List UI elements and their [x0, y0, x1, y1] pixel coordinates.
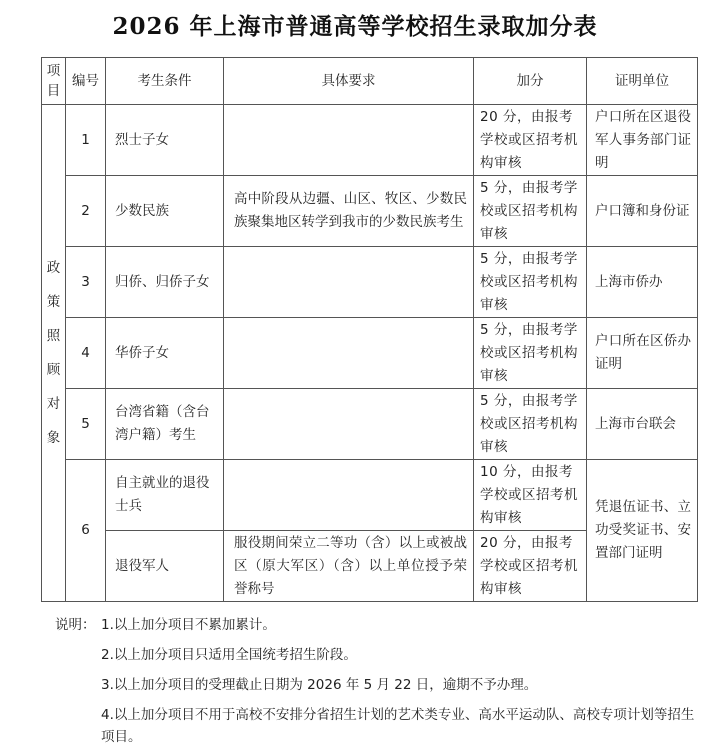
note-number: 4.: [101, 707, 114, 723]
category-char: 策: [46, 294, 61, 310]
row-bonus: 5 分，由报考学校或区招考机构审核: [474, 389, 587, 460]
row-condition: 自主就业的退役士兵: [106, 460, 224, 531]
row-requirement: [224, 389, 474, 460]
table-row: [42, 176, 698, 247]
category-char: 政: [46, 260, 61, 276]
note-text: 以上加分项目的受理截止日期为 2026 年 5 月 22 日，逾期不予办理。: [113, 677, 538, 693]
row-bonus: 20 分，由报考学校或区招考机构审核: [474, 531, 587, 602]
row-certifier: 户口所在区侨办证明: [587, 318, 698, 389]
note-number: 3.: [101, 677, 114, 693]
header-condition: 考生条件: [106, 58, 224, 105]
notes-section: [55, 614, 695, 756]
note-item: [55, 704, 695, 748]
header-project: 项目: [42, 58, 66, 105]
row-requirement: [224, 318, 474, 389]
row-certifier: 凭退伍证书、立功受奖证书、安置部门证明: [587, 460, 698, 602]
note-number: 2.: [101, 647, 114, 663]
table-row: [42, 460, 698, 531]
note-text: 以上加分项目不用于高校不安排分省招生计划的艺术类专业、高水平运动队、高校专项计划等招生项目。: [101, 707, 695, 745]
row-condition: 少数民族: [106, 176, 224, 247]
table-row: [42, 389, 698, 460]
note-text: 以上加分项目不累加累计。: [113, 617, 276, 633]
bonus-table: [41, 57, 698, 602]
row-condition: 退役军人: [106, 531, 224, 602]
category-cell: [42, 105, 66, 602]
category-char: 象: [46, 430, 61, 446]
row-requirement: [224, 105, 474, 176]
category-char: 对: [46, 396, 61, 412]
row-number: 6: [66, 460, 106, 602]
header-requirement: 具体要求: [224, 58, 474, 105]
category-char: 照: [46, 328, 61, 344]
table-row: [42, 105, 698, 176]
row-number: 5: [66, 389, 106, 460]
row-condition: 台湾省籍（含台湾户籍）考生: [106, 389, 224, 460]
row-number: 3: [66, 247, 106, 318]
row-bonus: 10 分，由报考学校或区招考机构审核: [474, 460, 587, 531]
row-bonus: 5 分，由报考学校或区招考机构审核: [474, 247, 587, 318]
note-text: 以上加分项目只适用全国统考招生阶段。: [113, 647, 357, 663]
row-requirement: 高中阶段从边疆、山区、牧区、少数民族聚集地区转学到我市的少数民族考生: [224, 176, 474, 247]
row-requirement: [224, 460, 474, 531]
row-number: 4: [66, 318, 106, 389]
row-condition: 烈士子女: [106, 105, 224, 176]
note-item: [55, 614, 695, 636]
header-bonus: 加分: [474, 58, 587, 105]
note-number: 1.: [101, 617, 114, 633]
row-bonus: 20 分，由报考学校或区招考机构审核: [474, 105, 587, 176]
row-certifier: 上海市台联会: [587, 389, 698, 460]
note-item: [55, 674, 695, 696]
table-row: [42, 247, 698, 318]
row-requirement: 服役期间荣立二等功（含）以上或被战区（原大军区）（含）以上单位授予荣誉称号: [224, 531, 474, 602]
header-certifier: 证明单位: [587, 58, 698, 105]
row-number: 1: [66, 105, 106, 176]
row-certifier: 户口簿和身份证: [587, 176, 698, 247]
row-certifier: 上海市侨办: [587, 247, 698, 318]
row-certifier: 户口所在区退役军人事务部门证明: [587, 105, 698, 176]
table-row: [42, 318, 698, 389]
row-condition: 归侨、归侨子女: [106, 247, 224, 318]
table-header-row: [42, 58, 698, 105]
note-item: [55, 644, 695, 666]
row-bonus: 5 分，由报考学校或区招考机构审核: [474, 176, 587, 247]
row-number: 2: [66, 176, 106, 247]
row-bonus: 5 分，由报考学校或区招考机构审核: [474, 318, 587, 389]
notes-prefix: 说明：: [55, 617, 96, 633]
header-number: 编号: [66, 58, 106, 105]
row-condition: 华侨子女: [106, 318, 224, 389]
category-label: [47, 251, 61, 455]
page-title: 2026 年上海市普通高等学校招生录取加分表: [112, 13, 598, 40]
row-requirement: [224, 247, 474, 318]
category-char: 顾: [46, 362, 61, 378]
